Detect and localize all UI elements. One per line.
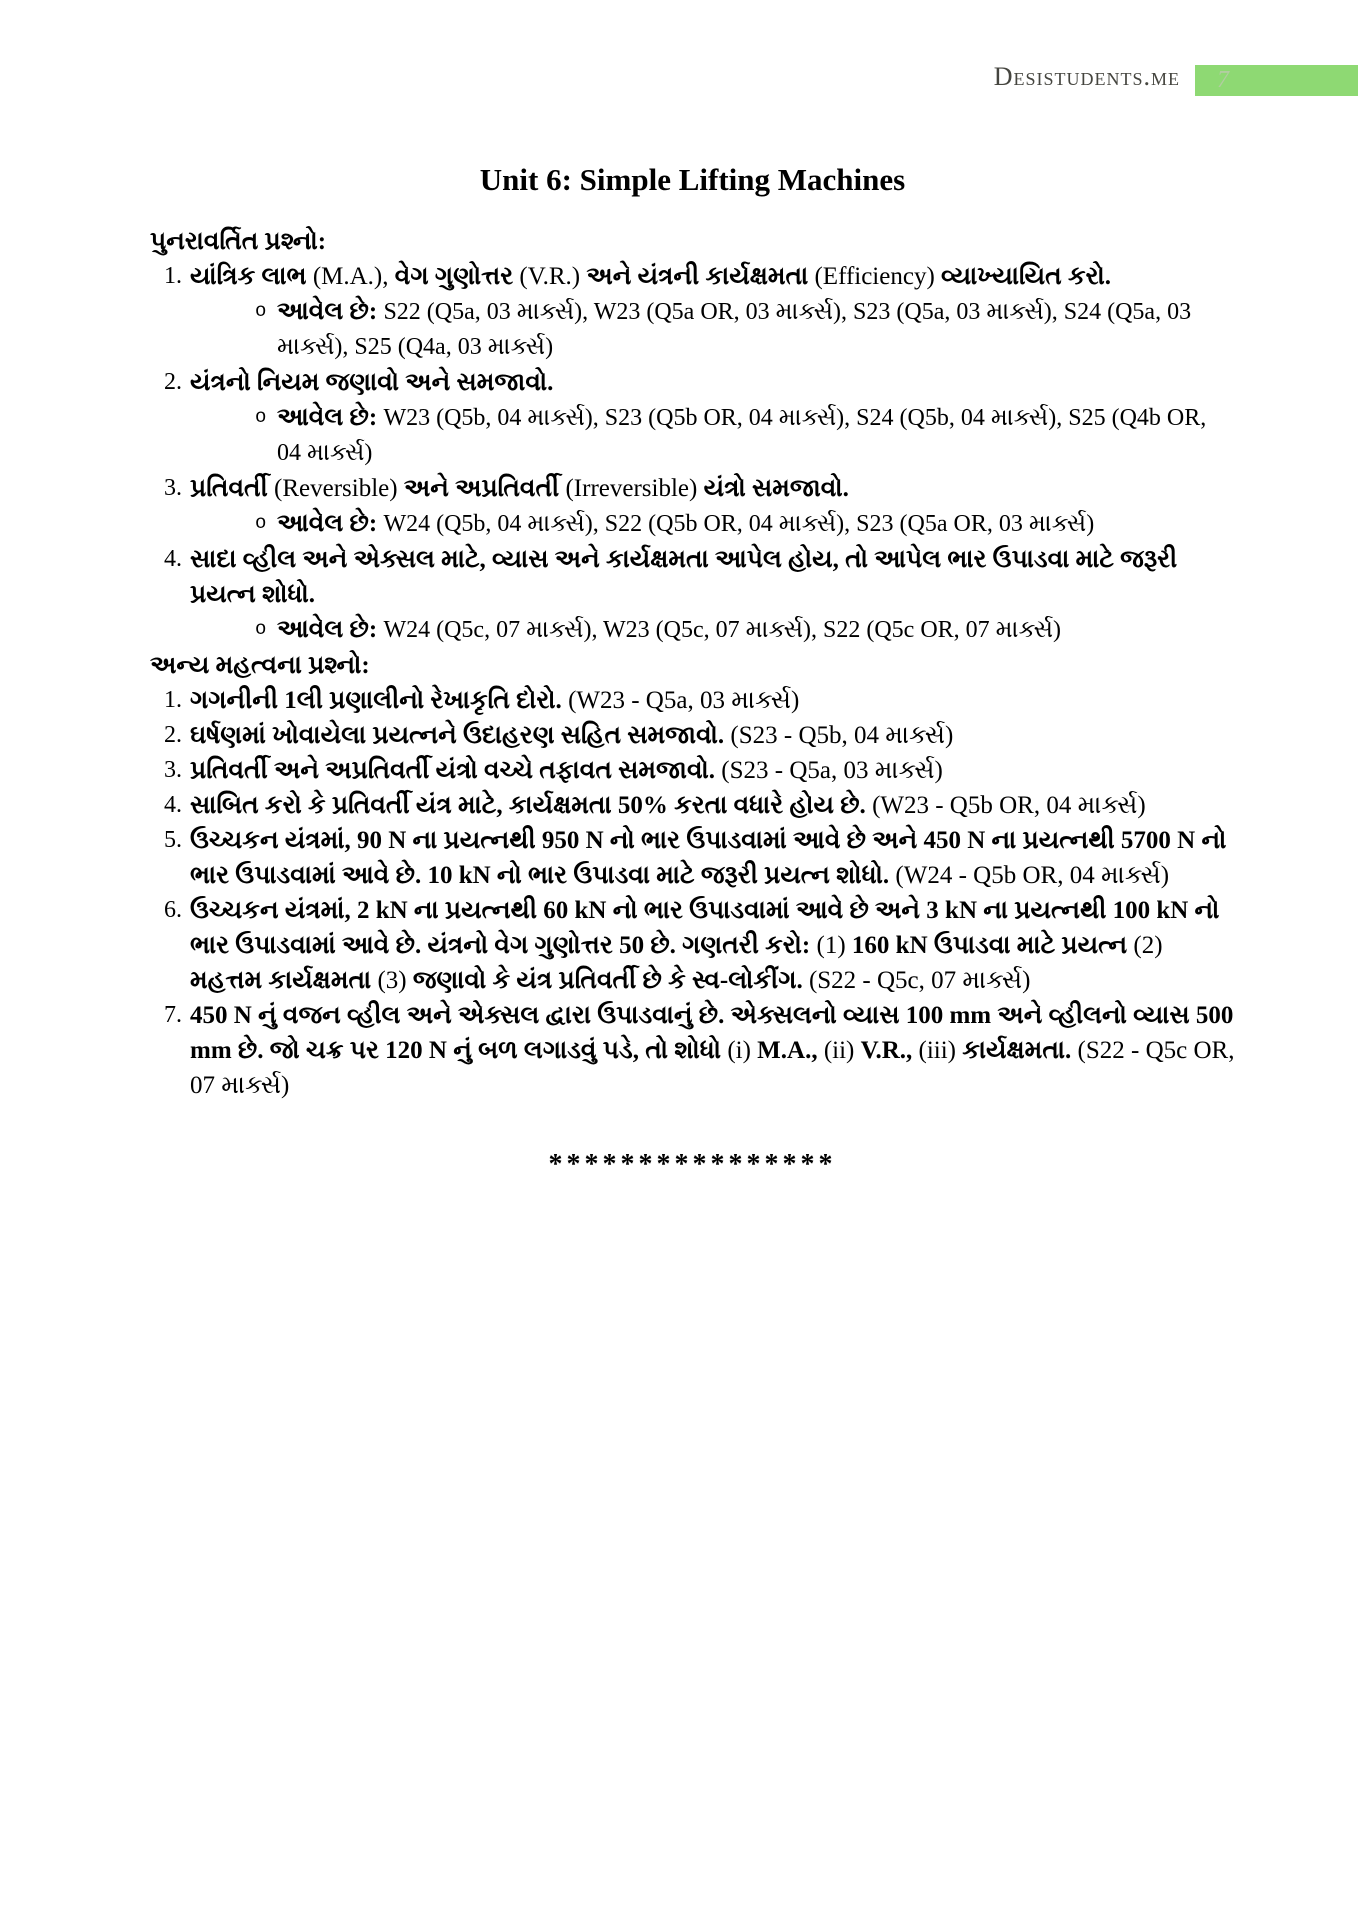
page-number: 7 <box>1217 67 1229 93</box>
citation-run: (i) <box>727 1037 758 1064</box>
text-run: સાબિત કરો કે પ્રતિવર્તી યંત્ર માટે, કાર્યક્ષમતા 50% કરતા વધારે હોય છે. <box>190 792 873 819</box>
item-number: 3. <box>164 475 182 501</box>
item-number: 4. <box>164 792 182 818</box>
text-run: યાંત્રિક લાભ <box>190 263 313 290</box>
item-number: 3. <box>164 757 182 783</box>
citation-run: (iii) <box>918 1037 963 1064</box>
availability-text <box>277 506 1235 542</box>
citation-run: (W23 - Q5a, 03 માર્ક્સ) <box>568 687 800 714</box>
item-number: 6. <box>164 897 182 923</box>
text-run: કાર્યક્ષમતા. <box>962 1037 1078 1064</box>
text-run: ઉચ્ચકન યંત્રમાં, 2 kN ના પ્રયત્નથી 60 kN નો ભાર ઉપાડવામાં આવે છે અને 3 kN ના પ્રયત્નથી 100 kN નો ભાર ઉપાડવામાં આવે છે. યંત્રનો વેગ ગુણોત્તર 50 છે. ગણતરી કરો: <box>190 897 1220 959</box>
question-item <box>150 788 1235 823</box>
item-number: 2. <box>164 369 182 395</box>
availability-citations: S22 (Q5a, 03 માર્ક્સ), W23 (Q5a OR, 03 માર્ક્સ), S23 (Q5a, 03 માર્ક્સ), S24 (Q5a, 03 માર્ક્સ), S25 (Q4a, 03 માર્ક્સ) <box>277 299 1192 360</box>
question-item <box>150 471 1235 542</box>
question-list-repeated <box>150 259 1235 648</box>
text-run: સાદા વ્હીલ અને એક્સલ માટે, વ્યાસ અને કાર્યક્ષમતા આપેલ હોય, તો આપેલ ભાર ઉપાડવા માટે જરૂરી પ્રયત્ન શોધો. <box>190 546 1178 608</box>
circle-bullet-icon: o <box>255 618 267 640</box>
item-text <box>190 259 1235 365</box>
citation-run: (1) <box>816 932 852 959</box>
text-run: V.R., <box>860 1037 919 1064</box>
availability-label: આવેલ છે: <box>277 510 384 537</box>
item-number: 4. <box>164 546 182 572</box>
item-text <box>190 893 1235 998</box>
text-run: યંત્રનો નિયમ જણાવો અને સમજાવો. <box>190 369 554 396</box>
question-item <box>150 542 1235 648</box>
question-item <box>150 998 1235 1103</box>
citation-run: (S23 - Q5b, 04 માર્ક્સ) <box>730 722 954 749</box>
availability-bullet <box>190 506 1235 542</box>
citation-run: (Reversible) <box>274 475 404 502</box>
citation-run: (2) <box>1133 932 1163 959</box>
question-item <box>150 753 1235 788</box>
text-run: 160 kN ઉપાડવા માટે પ્રયત્ન <box>851 932 1134 959</box>
availability-text <box>277 400 1235 471</box>
availability-text <box>277 294 1235 365</box>
question-list-other <box>150 683 1235 1103</box>
citation-run: (S22 - Q5c OR, 07 માર્ક્સ) <box>190 1037 1235 1099</box>
availability-citations: W24 (Q5c, 07 માર્ક્સ), W23 (Q5c, 07 માર્ક્સ), S22 (Q5c OR, 07 માર્ક્સ) <box>383 617 1062 643</box>
text-run: ઘર્ષણમાં ખોવાયેલા પ્રયત્નને ઉદાહરણ સહિત સમજાવો. <box>190 722 731 749</box>
text-run: જણાવો કે યંત્ર પ્રતિવર્તી છે કે સ્વ-લોકીંગ. <box>412 967 809 994</box>
availability-label: આવેલ છે: <box>277 404 384 431</box>
item-number: 2. <box>164 722 182 748</box>
item-text <box>190 683 1235 718</box>
item-number: 1. <box>164 263 182 289</box>
citation-run: (Irreversible) <box>565 475 704 502</box>
text-run: પ્રતિવર્તી <box>190 475 275 502</box>
site-name: Desistudents.me <box>993 62 1180 91</box>
text-run: M.A., <box>757 1037 824 1064</box>
availability-citations: W23 (Q5b, 04 માર્ક્સ), S23 (Q5b OR, 04 માર્ક્સ), S24 (Q5b, 04 માર્ક્સ), S25 (Q4b OR, 04 માર્ક્સ) <box>277 405 1207 466</box>
item-text <box>190 788 1235 823</box>
availability-label: આવેલ છે: <box>277 616 384 643</box>
text-run: વેગ ગુણોત્તર <box>394 263 520 290</box>
item-text <box>190 471 1235 542</box>
question-item <box>150 893 1235 998</box>
text-run: અને યંત્રની કાર્યક્ષમતા <box>586 263 815 290</box>
content-column <box>150 0 1235 1181</box>
circle-bullet-icon: o <box>255 512 267 534</box>
section-heading-repeated-questions: પુનરાવર્તિત પ્રશ્નો: <box>150 228 327 255</box>
availability-label: આવેલ છે: <box>277 298 384 325</box>
item-text <box>190 998 1235 1103</box>
citation-run: (ii) <box>823 1037 861 1064</box>
citation-run: (S23 - Q5a, 03 માર્ક્સ) <box>721 757 943 784</box>
question-item <box>150 259 1235 365</box>
section-heading-other-questions: અન્ય મહત્વના પ્રશ્નો: <box>150 652 370 679</box>
item-text <box>190 718 1235 753</box>
citation-run: (S22 - Q5c, 07 માર્ક્સ) <box>808 967 1031 994</box>
citation-run: (W23 - Q5b OR, 04 માર્ક્સ) <box>872 792 1146 819</box>
text-run: ગગનીની 1લી પ્રણાલીનો રેખાકૃતિ દોરો. <box>190 687 569 714</box>
citation-run: (W24 - Q5b OR, 04 માર્ક્સ) <box>895 862 1170 889</box>
item-number: 1. <box>164 687 182 713</box>
citation-run: (M.A.), <box>312 263 395 290</box>
item-text <box>190 823 1235 893</box>
question-item <box>150 718 1235 753</box>
page-title: Unit 6: Simple Lifting Machines <box>479 162 906 197</box>
text-run: મહત્તમ કાર્યક્ષમતા <box>190 967 378 994</box>
citation-run: (V.R.) <box>519 263 587 290</box>
circle-bullet-icon: o <box>255 406 267 428</box>
text-run: અને અપ્રતિવર્તી <box>403 475 566 502</box>
text-run: ઉચ્ચકન યંત્રમાં, 90 N ના પ્રયત્નથી 950 N નો ભાર ઉપાડવામાં આવે છે અને 450 N ના પ્રયત્નથી 5700 N નો ભાર ઉપાડવામાં આવે છે. 10 kN નો ભાર ઉપાડવા માટે જરૂરી પ્રયત્ન શોધો. <box>190 827 1227 889</box>
text-run: 450 N નું વજન વ્હીલ અને એક્સલ દ્વારા ઉપાડવાનું છે. એક્સલનો વ્યાસ 100 mm અને વ્હીલનો વ્યાસ 500 mm છે. જો ચક્ર પર 120 N નું બળ લગાડવું પડે, તો શોધો <box>190 1002 1234 1064</box>
availability-bullet <box>190 400 1235 471</box>
item-text <box>190 542 1235 648</box>
availability-citations: W24 (Q5b, 04 માર્ક્સ), S22 (Q5b OR, 04 માર્ક્સ), S23 (Q5a OR, 03 માર્ક્સ) <box>383 511 1095 537</box>
question-item <box>150 365 1235 471</box>
availability-bullet <box>190 294 1235 365</box>
text-run: વ્યાખ્યાયિત કરો. <box>941 263 1112 290</box>
citation-run: (3) <box>377 967 413 994</box>
availability-bullet <box>190 612 1235 648</box>
question-item <box>150 683 1235 718</box>
item-text <box>190 753 1235 788</box>
question-item <box>150 823 1235 893</box>
text-run: યંત્રો સમજાવો. <box>703 475 849 502</box>
item-number: 5. <box>164 827 182 853</box>
separator-stars: **************** <box>548 1149 837 1180</box>
item-text <box>190 365 1235 471</box>
item-number: 7. <box>164 1002 182 1028</box>
circle-bullet-icon: o <box>255 300 267 322</box>
citation-run: (Efficiency) <box>814 263 942 290</box>
availability-text <box>277 612 1235 648</box>
text-run: પ્રતિવર્તી અને અપ્રતિવર્તી યંત્રો વચ્ચે તફાવત સમજાવો. <box>190 757 722 784</box>
